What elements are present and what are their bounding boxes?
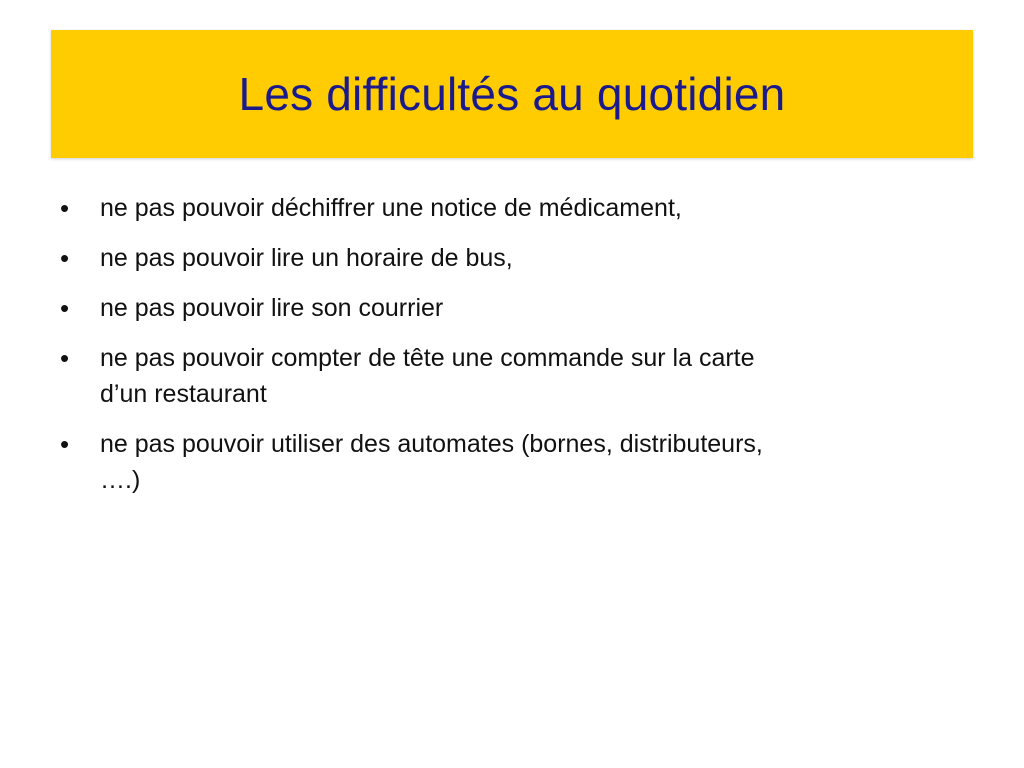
bullet-item [56, 190, 956, 226]
bullet-text: ne pas pouvoir lire un horaire de bus, [100, 244, 513, 272]
bullet-icon: • [60, 193, 70, 223]
bullet-text: ne pas pouvoir déchiffrer une notice de médicament, [100, 194, 682, 222]
bullet-item [56, 290, 956, 326]
bullet-item [56, 426, 956, 498]
bullet-text: ne pas pouvoir utiliser des automates (bornes, distributeurs, ….) [100, 430, 763, 494]
bullet-icon: • [60, 293, 70, 323]
bullet-item [56, 240, 956, 276]
bullet-item [56, 340, 956, 412]
bullet-text: ne pas pouvoir lire son courrier [100, 294, 444, 322]
title-banner [51, 30, 973, 158]
bullet-icon: • [60, 343, 70, 373]
bullet-icon: • [60, 243, 70, 273]
bullet-text: ne pas pouvoir compter de tête une commande sur la carte d’un restaurant [100, 344, 755, 408]
bullet-icon: • [60, 429, 70, 459]
slide-title: Les difficultés au quotidien [238, 68, 786, 120]
bullet-list [56, 190, 956, 512]
